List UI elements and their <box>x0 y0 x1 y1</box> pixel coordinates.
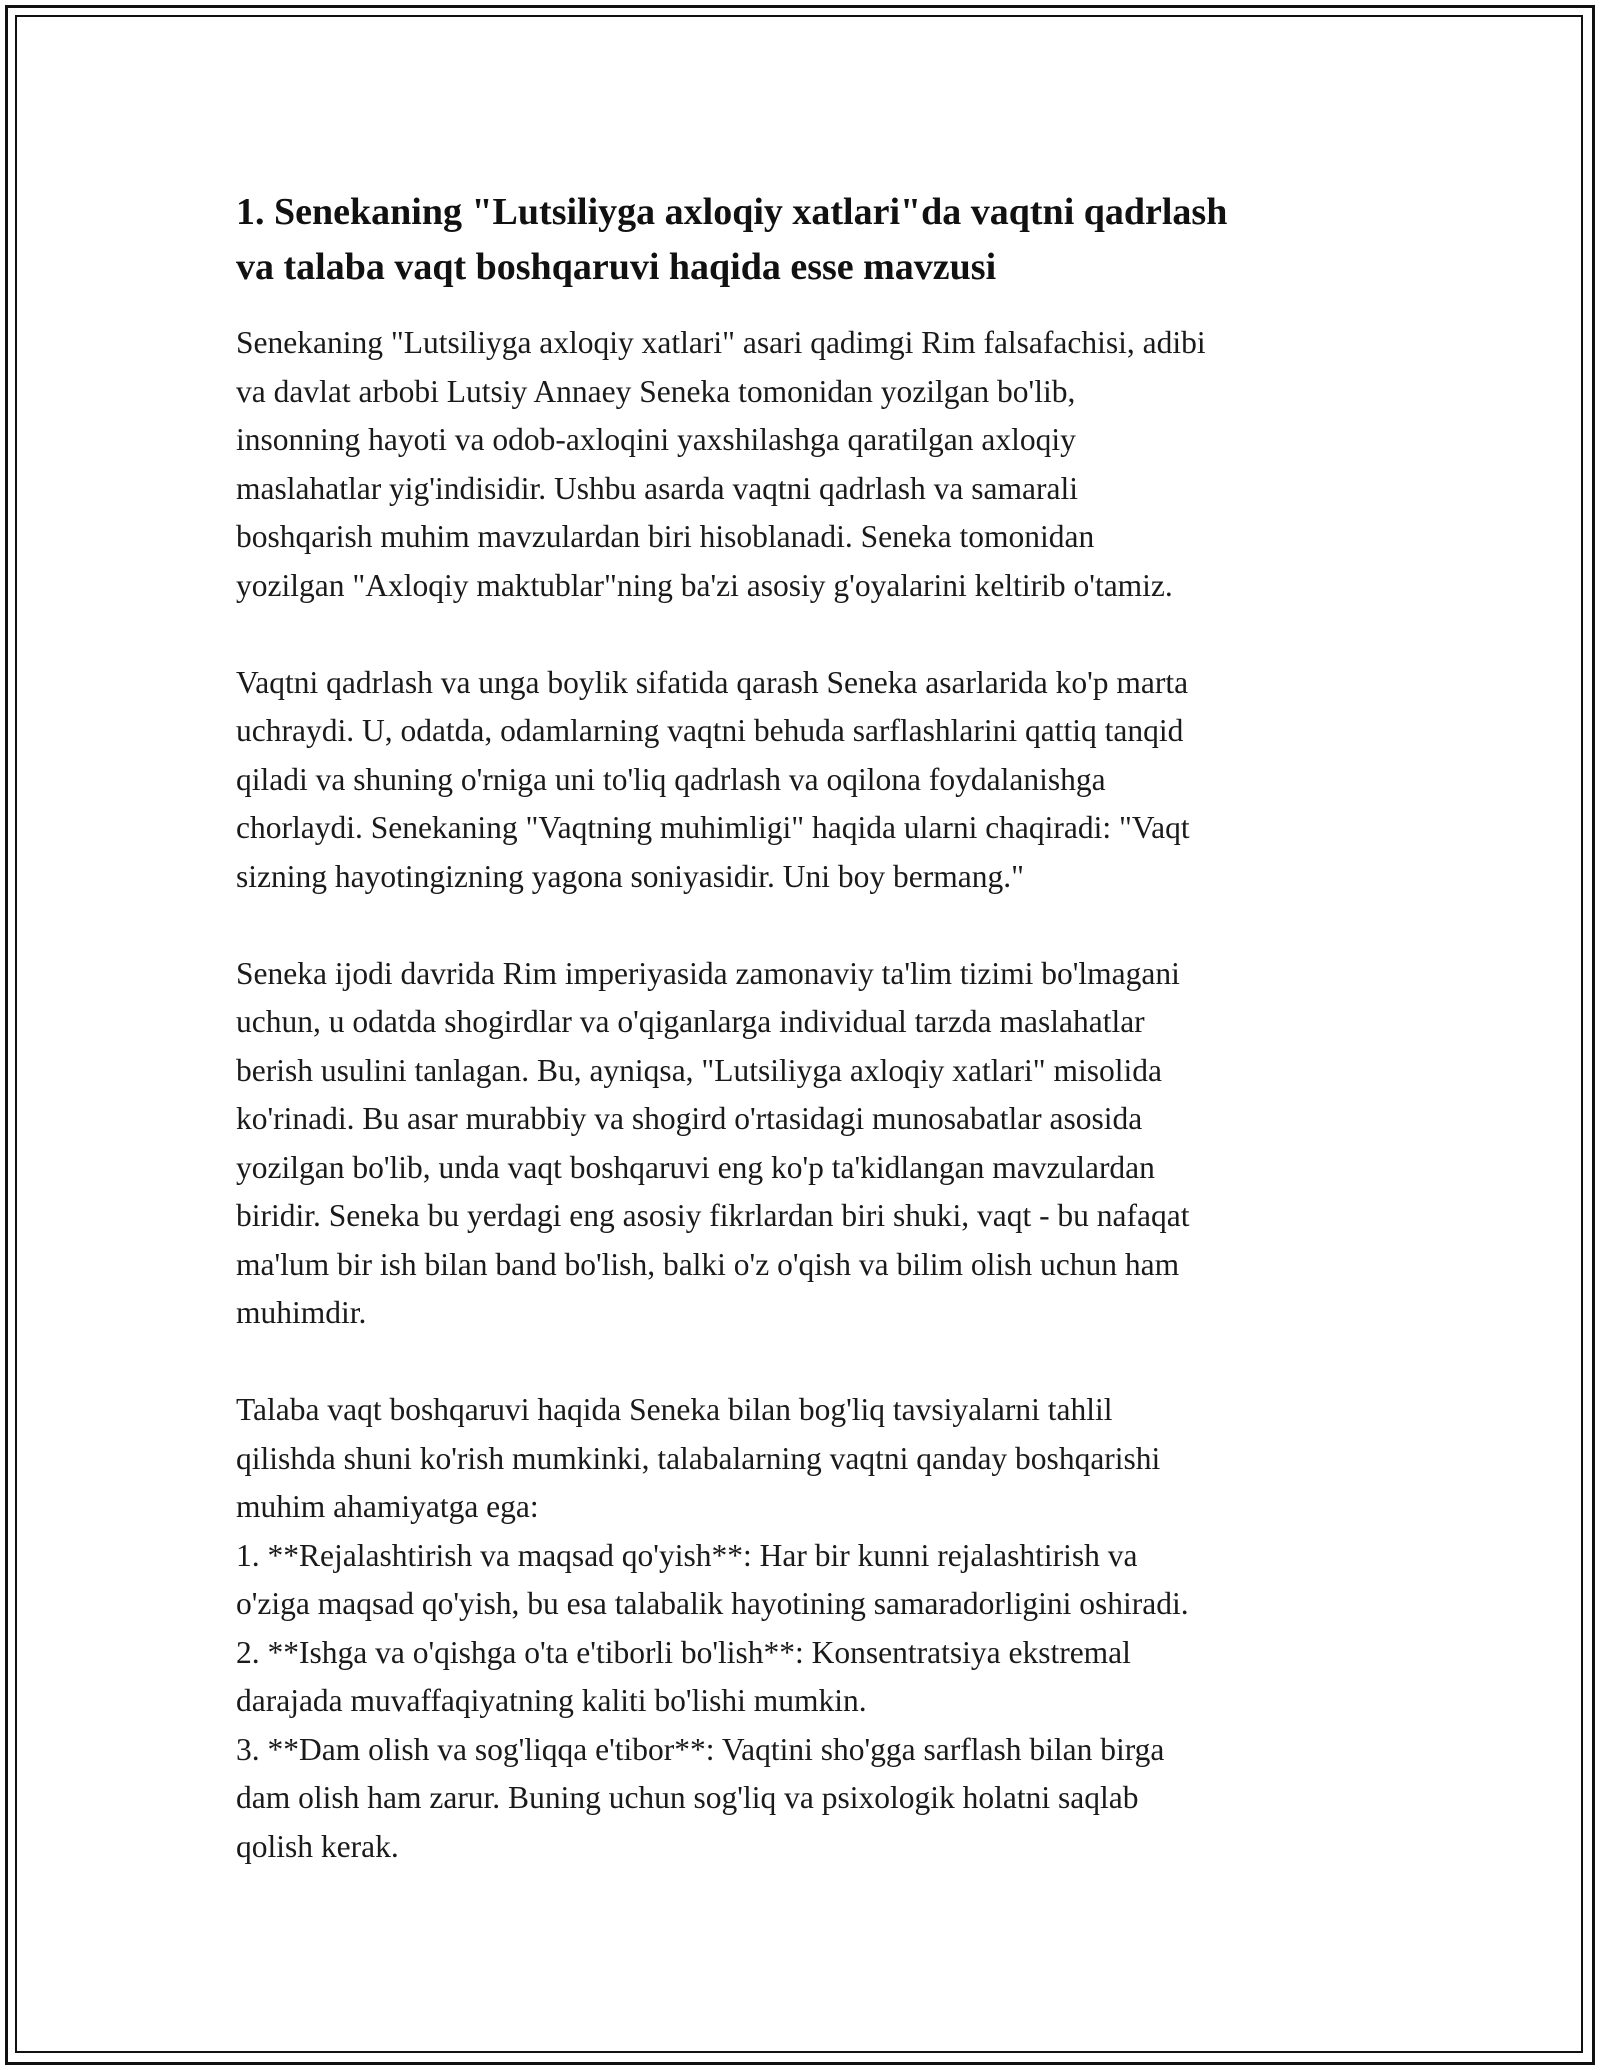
paragraph-student-time <box>236 1386 1376 1871</box>
title-line: va talaba vaqt boshqaruvi haqida esse mavzusi <box>236 246 997 288</box>
text-line: o'ziga maqsad qo'yish, bu esa talabalik hayotining samaradorligini oshiradi. <box>236 1586 1189 1621</box>
text-line: va davlat arbobi Lutsiy Annaey Seneka tomonidan yozilgan bo'lib, <box>236 373 1076 409</box>
text-line: boshqarish muhim mavzulardan biri hisoblanadi. Seneka tomonidan <box>236 519 1095 554</box>
text-line: biridir. Seneka bu yerdagi eng asosiy fikrlardan biri shuki, vaqt - bu nafaqat <box>236 1198 1190 1233</box>
text-line: insonning hayoti va odob-axloqini yaxshilashga qaratilgan axloqiy <box>236 422 1076 457</box>
text-line: muhim ahamiyatga ega: <box>236 1489 539 1524</box>
text-line: uchun, u odatda shogirdlar va o'qiganlarga individual tarzda maslahatlar <box>236 1004 1145 1039</box>
title-line: 1. Senekaning "Lutsiliyga axloqiy xatlari"da vaqtni qadrlash <box>236 191 1228 233</box>
text-line: yozilgan "Axloqiy maktublar"ning ba'zi asosiy g'oyalarini keltirib o'tamiz. <box>236 567 1173 603</box>
text-line: Vaqtni qadrlash va unga boylik sifatida qarash Seneka asarlarida ko'p marta <box>236 664 1189 700</box>
text-line: dam olish ham zarur. Buning uchun sog'liq va psixologik holatni saqlab <box>236 1780 1139 1815</box>
list-item: 3. **Dam olish va sog'liqqa e'tibor**: Vaqtini sho'gga sarflash bilan birga <box>236 1731 1165 1767</box>
text-line: yozilgan bo'lib, unda vaqt boshqaruvi eng ko'p ta'kidlangan mavzulardan <box>236 1149 1155 1185</box>
text-line: Seneka ijodi davrida Rim imperiyasida zamonaviy ta'lim tizimi bo'lmagani <box>236 955 1180 991</box>
text-line: sizning hayotingizning yagona soniyasidir. Uni boy bermang." <box>236 858 1024 894</box>
text-line: Talaba vaqt boshqaruvi haqida Seneka bilan bog'liq tavsiyalarni tahlil <box>236 1392 1113 1427</box>
paragraph-intro <box>236 319 1376 610</box>
paragraph-education <box>236 950 1376 1338</box>
text-line: qilishda shuni ko'rish mumkinki, talabalarning vaqtni qanday boshqarishi <box>236 1440 1161 1476</box>
text-line: qiladi va shuning o'rniga uni to'liq qadrlash va oqilona foydalanishga <box>236 761 1106 797</box>
list-item: 1. **Rejalashtirish va maqsad qo'yish**: Har bir kunni rejalashtirish va <box>236 1537 1138 1573</box>
list-item: 2. **Ishga va o'qishga o'ta e'tiborli bo'lish**: Konsentratsiya ekstremal <box>236 1634 1131 1670</box>
text-line: uchraydi. U, odatda, odamlarning vaqtni behuda sarflashlarini qattiq tanqid <box>236 713 1184 748</box>
text-line: maslahatlar yig'indisidir. Ushbu asarda vaqtni qadrlash va samarali <box>236 470 1078 506</box>
text-line: darajada muvaffaqiyatning kaliti bo'lishi mumkin. <box>236 1683 867 1718</box>
document-body <box>236 185 1376 1871</box>
text-line: muhimdir. <box>236 1295 367 1330</box>
text-line: Senekaning "Lutsiliyga axloqiy xatlari" asari qadimgi Rim falsafachisi, adibi <box>236 325 1206 360</box>
text-line: ma'lum bir ish bilan band bo'lish, balki o'z o'qish va bilim olish uchun ham <box>236 1246 1180 1282</box>
text-line: berish usulini tanlagan. Bu, ayniqsa, "Lutsiliyga axloqiy xatlari" misolida <box>236 1052 1162 1088</box>
text-line: chorlaydi. Senekaning "Vaqtning muhimligi" haqida ularni chaqiradi: "Vaqt <box>236 810 1190 845</box>
document-title <box>236 185 1376 295</box>
paragraph-time-value <box>236 659 1376 902</box>
text-line: ko'rinadi. Bu asar murabbiy va shogird o'rtasidagi munosabatlar asosida <box>236 1101 1143 1136</box>
text-line: qolish kerak. <box>236 1828 399 1864</box>
